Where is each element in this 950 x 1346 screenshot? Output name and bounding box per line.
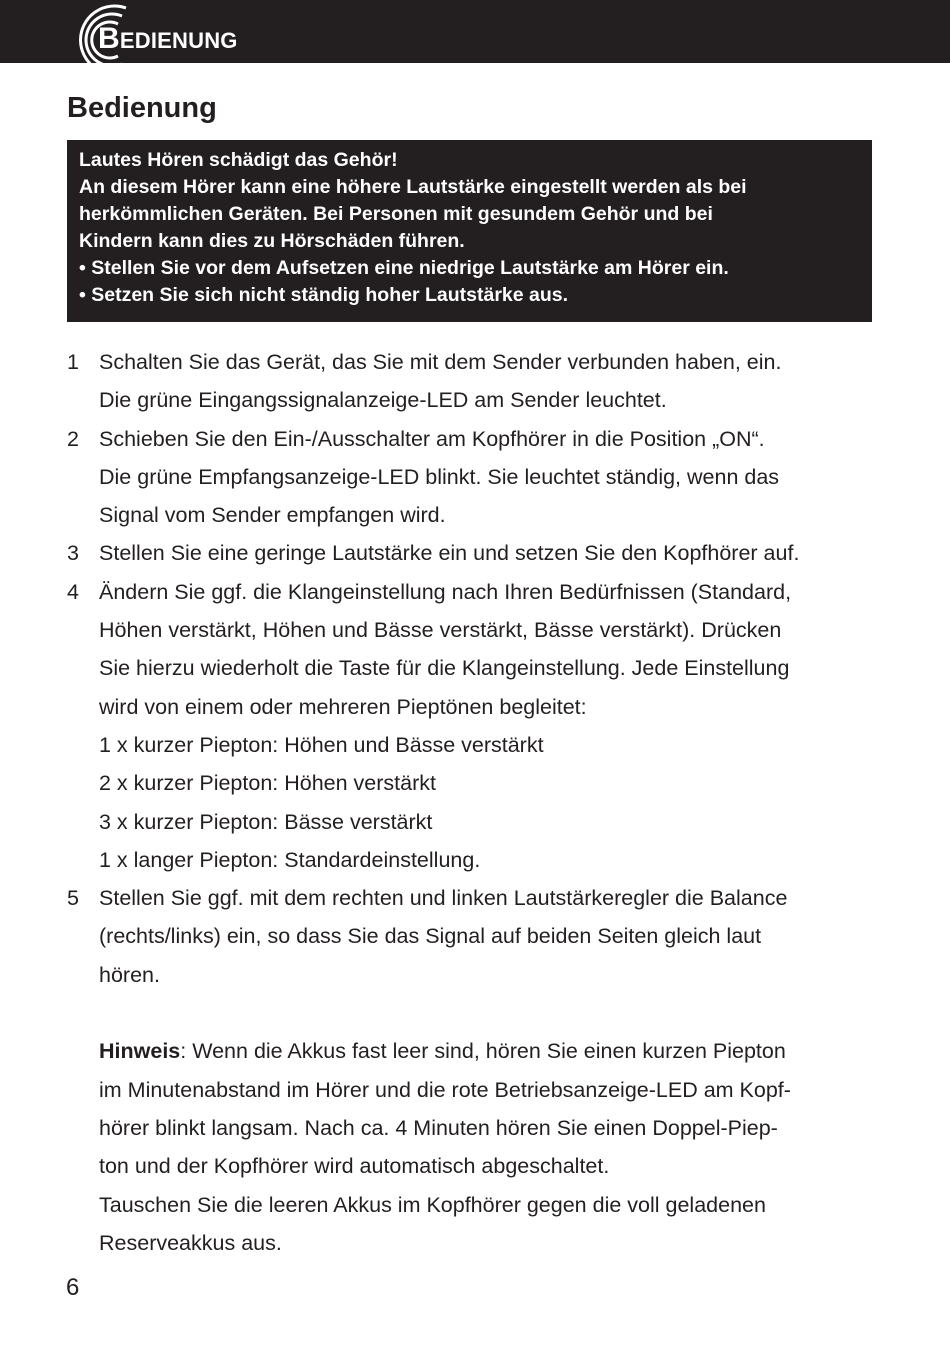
- line-text: Stellen Sie eine geringe Lautstärke ein und setzen Sie den Kopfhörer auf.: [99, 541, 800, 566]
- text-line: [0, 420, 950, 458]
- text-line: [0, 879, 950, 917]
- note-label: Hinweis: [99, 1039, 181, 1064]
- line-text: [99, 1032, 786, 1070]
- text-line: [0, 917, 950, 955]
- warning-line: • Setzen Sie sich nicht ständig hoher Lautstärke aus.: [79, 284, 569, 306]
- text-line: [0, 343, 950, 381]
- line-text: Sie hierzu wiederholt die Taste für die Klangeinstellung. Jede Einstellung: [99, 656, 790, 681]
- warning-line: • Stellen Sie vor dem Aufsetzen eine niedrige Lautstärke am Hörer ein.: [79, 257, 729, 279]
- page-number: 6: [66, 1274, 80, 1301]
- line-text: im Minutenabstand im Hörer und die rote Betriebsanzeige-LED am Kopf-: [99, 1077, 791, 1102]
- step-number: 3: [67, 541, 79, 566]
- text-line: [0, 994, 950, 1032]
- line-text: 3 x kurzer Piepton: Bässe verstärkt: [99, 809, 433, 834]
- instruction-list: [0, 343, 950, 1262]
- line-text: hören.: [99, 962, 160, 987]
- line-text: Schalten Sie das Gerät, das Sie mit dem Sender verbunden haben, ein.: [99, 350, 782, 374]
- warning-box: [67, 140, 872, 322]
- line-text: 1 x langer Piepton: Standardeinstellung.: [99, 847, 481, 872]
- step-number: 5: [67, 886, 79, 911]
- warning-line: Kindern kann dies zu Hörschäden führen.: [79, 230, 465, 252]
- text-line: [0, 841, 950, 879]
- text-line: [0, 726, 950, 764]
- text-line: [0, 803, 950, 841]
- line-text: Schieben Sie den Ein-/Ausschalter am Kopfhörer in die Position „ON“.: [99, 426, 765, 451]
- text-line: [0, 1032, 950, 1070]
- line-text: Höhen verstärkt, Höhen und Bässe verstärkt, Bässe verstärkt). Drücken: [99, 618, 782, 643]
- text-line: [0, 1224, 950, 1262]
- text-line: [0, 688, 950, 726]
- step-number: 4: [67, 579, 79, 604]
- line-text: Tauschen Sie die leeren Akkus im Kopfhörer gegen die voll geladenen: [99, 1192, 766, 1217]
- line-text: wird von einem oder mehreren Pieptönen begleitet:: [99, 694, 587, 719]
- line-text: ton und der Kopfhörer wird automatisch abgeschaltet.: [99, 1154, 610, 1179]
- text-line: [0, 496, 950, 534]
- section-header-bar: [0, 0, 950, 63]
- text-line: [0, 381, 950, 419]
- step-number: 1: [67, 350, 79, 374]
- line-text: 1 x kurzer Piepton: Höhen und Bässe verstärkt: [99, 732, 544, 757]
- text-line: [0, 1186, 950, 1224]
- line-text: Die grüne Empfangsanzeige-LED blinkt. Sie leuchtet ständig, wenn das: [99, 464, 780, 489]
- line-text: 2 x kurzer Piepton: Höhen verstärkt: [99, 771, 436, 796]
- note-text: : Wenn die Akkus fast leer sind, hören Sie einen kurzen Piepton: [180, 1039, 786, 1064]
- step-number: 2: [67, 426, 79, 451]
- line-text: hörer blinkt langsam. Nach ca. 4 Minuten hören Sie einen Doppel-Piep-: [99, 1115, 778, 1140]
- text-line: [0, 764, 950, 802]
- warning-line: Lautes Hören schädigt das Gehör!: [79, 149, 398, 171]
- text-line: [0, 1109, 950, 1147]
- text-line: [0, 956, 950, 994]
- text-line: [0, 573, 950, 611]
- line-text: Die grüne Eingangssignalanzeige-LED am Sender leuchtet.: [99, 388, 667, 413]
- warning-line: herkömmlichen Geräten. Bei Personen mit gesundem Gehör und bei: [79, 203, 713, 225]
- section-header-title: BEDIENUNG: [98, 22, 238, 55]
- warning-line: An diesem Hörer kann eine höhere Lautstärke eingestellt werden als bei: [79, 176, 747, 198]
- text-line: [0, 1071, 950, 1109]
- line-text: Ändern Sie ggf. die Klangeinstellung nach Ihren Bedürfnissen (Standard,: [99, 579, 792, 604]
- text-line: [0, 611, 950, 649]
- text-line: [0, 649, 950, 687]
- page-title: Bedienung: [67, 92, 217, 124]
- line-text: Reserveakkus aus.: [99, 1230, 282, 1255]
- line-text: (rechts/links) ein, so dass Sie das Signal auf beiden Seiten gleich laut: [99, 924, 762, 949]
- text-line: [0, 458, 950, 496]
- text-line: [0, 1147, 950, 1185]
- line-text: Stellen Sie ggf. mit dem rechten und linken Lautstärkeregler die Balance: [99, 886, 788, 911]
- line-text: Signal vom Sender empfangen wird.: [99, 503, 446, 528]
- text-line: [0, 534, 950, 572]
